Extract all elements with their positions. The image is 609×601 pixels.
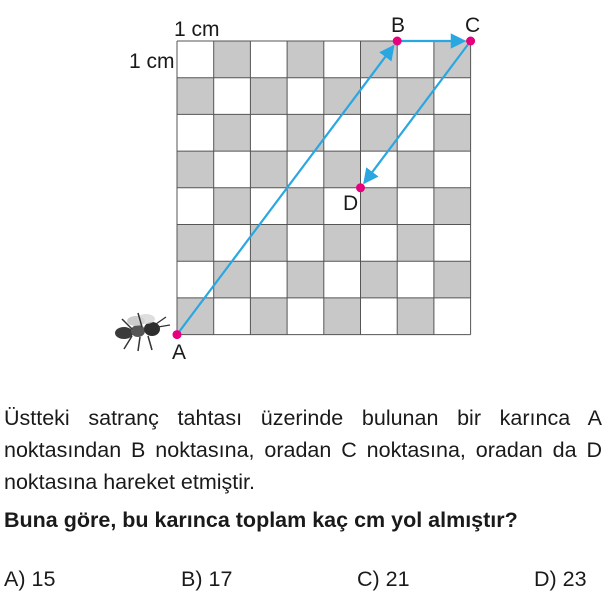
point-c bbox=[466, 37, 475, 46]
board-cell bbox=[361, 41, 398, 78]
ant-icon bbox=[115, 313, 170, 351]
board-cell bbox=[361, 225, 398, 262]
board-cell bbox=[397, 188, 434, 225]
option-d-letter: D) bbox=[534, 567, 557, 591]
board-cell bbox=[214, 151, 251, 188]
board-cell bbox=[287, 261, 324, 298]
scale-label-top: 1 cm bbox=[174, 18, 220, 41]
point-a bbox=[173, 330, 182, 339]
board-cell bbox=[361, 261, 398, 298]
board-cell bbox=[361, 151, 398, 188]
option-d-value: 23 bbox=[562, 567, 587, 591]
board-cell bbox=[250, 188, 287, 225]
board-cell bbox=[397, 225, 434, 262]
board-cell bbox=[177, 114, 214, 151]
board-cell bbox=[397, 41, 434, 78]
board-cell bbox=[434, 114, 471, 151]
board-cell bbox=[324, 298, 361, 335]
board-cell bbox=[177, 225, 214, 262]
board-cell bbox=[324, 225, 361, 262]
board-cell bbox=[324, 151, 361, 188]
option-a[interactable] bbox=[4, 567, 55, 592]
option-a-letter: A) bbox=[4, 567, 26, 591]
board-cell bbox=[434, 41, 471, 78]
board-cell bbox=[434, 225, 471, 262]
scale-label-left: 1 cm bbox=[129, 50, 175, 73]
board-cell bbox=[361, 298, 398, 335]
board-cell bbox=[287, 151, 324, 188]
board-cell bbox=[434, 261, 471, 298]
board-cell bbox=[177, 41, 214, 78]
board-cell bbox=[324, 261, 361, 298]
option-b-letter: B) bbox=[181, 567, 203, 591]
option-b[interactable] bbox=[181, 567, 232, 592]
question-text: Üstteki satranç tahtası üzerinde bulunan bir karınca A noktasından B noktasına, oradan C noktasına, oradan da D noktasına hareket etmiştir. bbox=[4, 406, 602, 494]
board-cell bbox=[324, 41, 361, 78]
board-cell bbox=[214, 298, 251, 335]
board-cell bbox=[287, 188, 324, 225]
option-c-letter: C) bbox=[357, 567, 380, 591]
option-c-value: 21 bbox=[385, 567, 410, 591]
option-d[interactable] bbox=[534, 567, 587, 592]
board-cell bbox=[434, 151, 471, 188]
point-label-a: A bbox=[172, 341, 187, 364]
board-cell bbox=[434, 188, 471, 225]
option-a-value: 15 bbox=[31, 567, 56, 591]
board-cell bbox=[177, 188, 214, 225]
point-d bbox=[356, 183, 365, 192]
board-cell bbox=[177, 78, 214, 115]
board-cell bbox=[250, 151, 287, 188]
board-cell bbox=[177, 151, 214, 188]
board-cell bbox=[397, 298, 434, 335]
question-prompt: Buna göre, bu karınca toplam kaç cm yol almıştır? bbox=[4, 508, 518, 532]
board-cell bbox=[214, 114, 251, 151]
board-cell bbox=[177, 298, 214, 335]
board-cell bbox=[214, 41, 251, 78]
board-cell bbox=[287, 298, 324, 335]
board-cell bbox=[361, 188, 398, 225]
board-cell bbox=[214, 188, 251, 225]
board-cell bbox=[250, 114, 287, 151]
board-cell bbox=[287, 225, 324, 262]
board-cell bbox=[397, 151, 434, 188]
board-cell bbox=[434, 298, 471, 335]
point-b bbox=[393, 37, 402, 46]
board-cell bbox=[214, 78, 251, 115]
board-cell bbox=[250, 41, 287, 78]
board-cell bbox=[250, 298, 287, 335]
point-label-c: C bbox=[465, 14, 481, 37]
board-cell bbox=[397, 261, 434, 298]
board-cell bbox=[287, 78, 324, 115]
point-label-d: D bbox=[343, 192, 359, 215]
option-c[interactable] bbox=[357, 567, 410, 592]
option-b-value: 17 bbox=[208, 567, 233, 591]
board-cell bbox=[250, 261, 287, 298]
board-cell bbox=[287, 41, 324, 78]
board-cell bbox=[250, 78, 287, 115]
point-label-b: B bbox=[391, 14, 406, 37]
